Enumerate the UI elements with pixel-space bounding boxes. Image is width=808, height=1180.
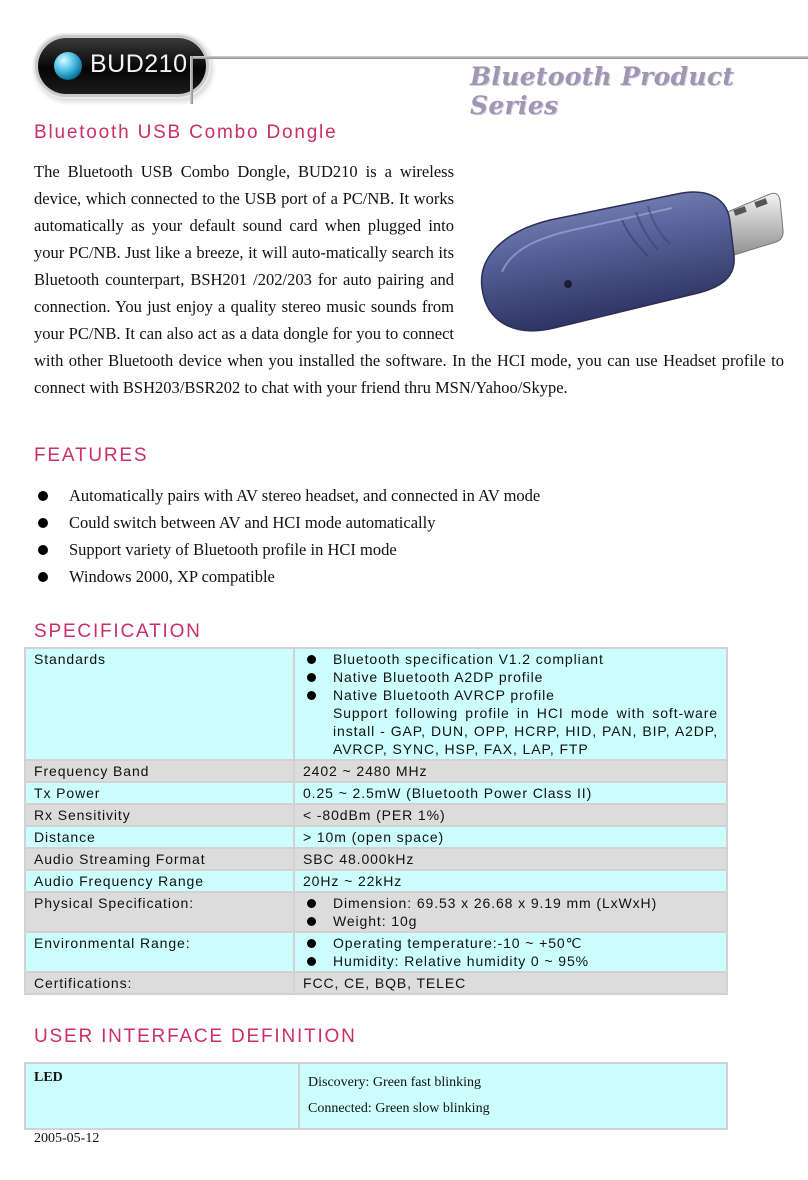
list-item	[303, 686, 718, 704]
bullet-icon	[38, 491, 48, 501]
spec-value: SBC 48.000kHz	[295, 849, 726, 869]
feature-item	[34, 563, 774, 590]
bullet-icon	[307, 899, 316, 908]
spec-value: < -80dBm (PER 1%)	[295, 805, 726, 825]
feature-text: Support variety of Bluetooth profile in HCI mode	[69, 540, 397, 559]
bullet-icon	[38, 545, 48, 555]
table-row	[26, 849, 726, 869]
logo-orb-icon	[54, 52, 82, 80]
table-row	[26, 871, 726, 891]
list-item	[303, 650, 718, 668]
table-row	[26, 783, 726, 803]
logo-text: BUD210	[90, 50, 188, 78]
feature-item	[34, 509, 774, 536]
product-title: Bluetooth USB Combo Dongle	[34, 122, 338, 143]
spec-label: Audio Streaming Format	[26, 849, 293, 869]
product-description: The Bluetooth USB Combo Dongle, BUD210 is a wireless device, which connected to the USB port of a PC/NB. It works automatically as your default sound card when plugged into your PC/NB. Just like a breeze, it will auto-matically search its Bluetooth counterpart, BSH201 /202/203 for auto pairing and connection. You just enjoy a quality stereo music sounds from your PC/NB. It can also act as a data dongle for you to connect with other Bluetooth device when you installed the software. In the HCI mode, you can use Headset profile to connect with BSH203/BSR202 to chat with your friend thru MSN/Yahoo/Skype.	[34, 162, 784, 397]
bullet-icon	[38, 572, 48, 582]
spec-value: 0.25 ~ 2.5mW (Bluetooth Power Class II)	[295, 783, 726, 803]
led-states	[300, 1064, 726, 1128]
series-title: Bluetooth Product Series	[470, 62, 735, 120]
list-item-text: Native Bluetooth AVRCP profile	[333, 687, 555, 703]
ui-definition-table	[24, 1062, 728, 1130]
product-description-block	[34, 158, 784, 401]
environmental-list	[303, 934, 718, 970]
feature-item	[34, 482, 774, 509]
list-item-text: Operating temperature:-10 ~ +50℃	[333, 935, 583, 951]
standards-list	[303, 650, 718, 704]
spec-label: Physical Specification:	[26, 893, 293, 931]
list-item	[303, 912, 718, 930]
spec-value: FCC, CE, BQB, TELEC	[295, 973, 726, 993]
list-item-text: Bluetooth specification V1.2 compliant	[333, 651, 604, 667]
spec-value: > 10m (open space)	[295, 827, 726, 847]
features-heading: FEATURES	[34, 445, 149, 466]
spec-label: Frequency Band	[26, 761, 293, 781]
bullet-icon	[307, 939, 316, 948]
list-item-text: Dimension: 69.53 x 26.68 x 9.19 mm (LxWxH)	[333, 895, 658, 911]
bullet-icon	[307, 655, 316, 664]
table-row	[26, 973, 726, 993]
table-row	[26, 827, 726, 847]
spec-value	[295, 933, 726, 971]
ui-definition-heading: USER INTERFACE DEFINITION	[34, 1026, 357, 1047]
spec-label: Environmental Range:	[26, 933, 293, 971]
bullet-icon	[307, 691, 316, 700]
bullet-icon	[38, 518, 48, 528]
usb-dongle-image	[472, 160, 784, 346]
table-row	[26, 933, 726, 971]
spec-value	[295, 893, 726, 931]
hci-profile-note: Support following profile in HCI mode with soft-ware install - GAP, DUN, OPP, HCRP, HID, PAN, BIP, A2DP, AVRCP, SYNC, HSP, FAX, LAP, FTP	[333, 705, 718, 757]
feature-item	[34, 536, 774, 563]
physical-list	[303, 894, 718, 930]
list-item-text: Weight: 10g	[333, 913, 418, 929]
brand-logo	[38, 38, 206, 94]
spec-label: Audio Frequency Range	[26, 871, 293, 891]
list-item	[303, 952, 718, 970]
header-rule-vertical	[190, 56, 193, 104]
header-rule	[190, 56, 808, 59]
spec-value: 20Hz ~ 22kHz	[295, 871, 726, 891]
table-row	[26, 893, 726, 931]
bullet-icon	[307, 673, 316, 682]
bullet-icon	[307, 917, 316, 926]
spec-label: Tx Power	[26, 783, 293, 803]
list-item	[303, 668, 718, 686]
list-item-text: Native Bluetooth A2DP profile	[333, 669, 544, 685]
table-row	[26, 1064, 726, 1128]
specification-heading: SPECIFICATION	[34, 621, 202, 642]
list-item	[303, 894, 718, 912]
spec-value	[295, 649, 726, 759]
led-connected-state: Connected: Green slow blinking	[308, 1101, 490, 1116]
spec-value: 2402 ~ 2480 MHz	[295, 761, 726, 781]
table-row	[26, 805, 726, 825]
specification-table	[24, 647, 728, 995]
spec-label: Standards	[26, 649, 293, 759]
table-row	[26, 649, 726, 759]
spec-label: Distance	[26, 827, 293, 847]
feature-text: Windows 2000, XP compatible	[69, 567, 275, 586]
bullet-icon	[307, 957, 316, 966]
spec-label: Rx Sensitivity	[26, 805, 293, 825]
list-item	[303, 934, 718, 952]
feature-text: Could switch between AV and HCI mode automatically	[69, 513, 436, 532]
table-row	[26, 761, 726, 781]
feature-text: Automatically pairs with AV stereo headset, and connected in AV mode	[69, 486, 541, 505]
footer-date: 2005-05-12	[34, 1131, 100, 1146]
led-label: LED	[26, 1064, 298, 1128]
features-list	[34, 482, 774, 590]
led-discovery-state: Discovery: Green fast blinking	[308, 1075, 482, 1090]
spec-label: Certifications:	[26, 973, 293, 993]
list-item-text: Humidity: Relative humidity 0 ~ 95%	[333, 953, 589, 969]
